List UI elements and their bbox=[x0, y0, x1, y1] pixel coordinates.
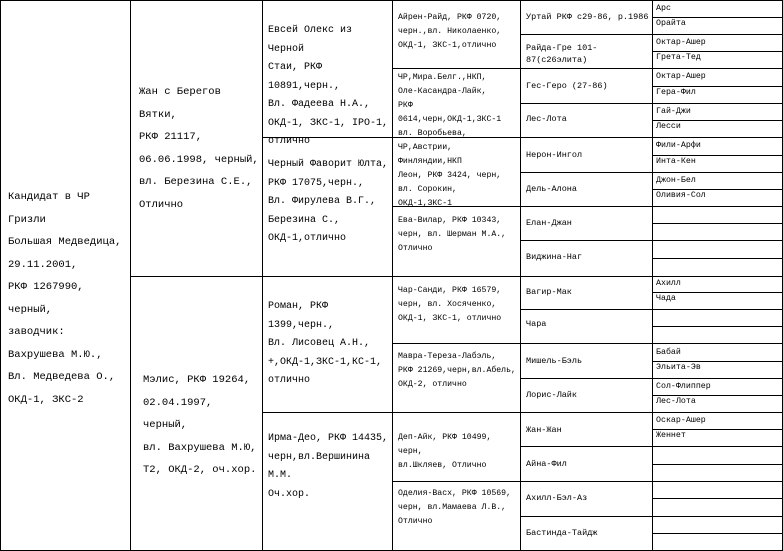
gen4-entry-6: Дель-Алона bbox=[526, 184, 578, 194]
gen4-entry-14: Айна-Фил bbox=[526, 459, 567, 469]
gen4-entry-3: Гес-Геро (27-86) bbox=[526, 81, 608, 91]
gen5-entry-6: Гера-Фил bbox=[656, 88, 696, 97]
sire-entry: Жан с Берегов Вятки, РКФ 21117, 06.06.1998, черный, вл. Березина С.Е., Отлично bbox=[139, 86, 259, 211]
great-grandparent-1-entry: Айрен-Райд, РКФ 0720, черн.,вл. Николаенко, ОКД-1, ЗКС-1,отлично bbox=[398, 13, 502, 50]
gen5-entry-10: Инта-Кен bbox=[656, 157, 696, 166]
gen4-entry-5: Нерон-Ингол bbox=[526, 150, 583, 160]
great-grandparent-2-entry: ЧР,Мира.Белг.,НКП, Оле-Касандра-Лайк, РКФ 0614,черн,ОКД-1,ЗКС-1 вл. Воробьева, bbox=[398, 73, 502, 138]
gen5-entry-23: Сол-Флиппер bbox=[656, 382, 711, 391]
great-grandparent-3-entry: ЧР,Австрии, Финляндии,НКП Леон, РКФ 3424, черн, вл. Сорокин, ОКД-1,ЗКС-1 bbox=[398, 143, 502, 208]
gen5-entry-12: Оливия-Сол bbox=[656, 191, 706, 200]
candidate-entry: Кандидат в ЧР Гризли Большая Медведица, 29.11.2001, РКФ 1267990, черный, заводчик: Вахрушева М.Ю., Вл. Медведева О., ОКД-1, ЗКС-2 bbox=[8, 191, 122, 406]
grandparent-2-entry: Черный Фаворит Юлта, РКФ 17075,черн., Вл. Фирулева В.Г., Березина С., ОКД-1,отлично bbox=[268, 159, 389, 244]
gen5-entry-11: Джон-Бел bbox=[656, 176, 696, 185]
gen4-entry-11: Мишель-Бэль bbox=[526, 356, 583, 366]
gen5-entry-3: Октар-Ашер bbox=[656, 38, 706, 47]
gen4-entry-12: Лорис-Лайк bbox=[526, 390, 578, 400]
gen5-entry-9: Фили-Арфи bbox=[656, 141, 701, 150]
gen4-entry-4: Лес-Лота bbox=[526, 114, 567, 124]
gen4-entry-9: Вагир-Мак bbox=[526, 287, 572, 297]
gen5-entry-25: Оскар-Ашер bbox=[656, 416, 706, 425]
gen4-entry-8: Виджина-Наг bbox=[526, 252, 583, 262]
gen4-entry-16: Бастинда-Тайдж bbox=[526, 528, 598, 538]
gen4-entry-2: Райда-Гре 101-87(с26элита) bbox=[526, 43, 598, 65]
gen5-entry-26: Женнет bbox=[656, 431, 686, 440]
gen5-entry-5: Октар-Ашер bbox=[656, 72, 706, 81]
great-grandparent-8-entry: Оделия-Васх, РКФ 10569, черн, вл.Мамаева Л.В., Отлично bbox=[398, 489, 512, 526]
gen4-entry-10: Чара bbox=[526, 319, 547, 329]
great-grandparent-7-entry: Деп-Айк, РКФ 10499, черн, вл.Шкляев, Отлично bbox=[398, 433, 492, 470]
great-grandparent-4-entry: Ева-Вилар, РКФ 10343, черн, вл. Шерман М.А., Отлично bbox=[398, 216, 507, 253]
dam-entry: Мэлис, РКФ 19264, 02.04.1997, черный, вл. Вахрушева М.Ю, Т2, ОКД-2, оч.хор. bbox=[143, 374, 257, 476]
gen5-entry-2: Орайта bbox=[656, 19, 686, 28]
gen5-entry-24: Лес-Лота bbox=[656, 397, 696, 406]
great-grandparent-5-entry: Чар-Санди, РКФ 16579, черн, вл. Хосяченко, ОКД-1, ЗКС-1, отлично bbox=[398, 286, 502, 323]
gen5-entry-18: Чада bbox=[656, 294, 676, 303]
gen4-entry-7: Елан-Джан bbox=[526, 218, 572, 228]
gen4-entry-13: Жан-Жан bbox=[526, 425, 562, 435]
gen5-entry-7: Гай-Джи bbox=[656, 107, 691, 116]
gen5-entry-8: Лесси bbox=[656, 122, 681, 131]
gen4-entry-15: Ахилл-Бэл-Аз bbox=[526, 493, 588, 503]
grandparent-1-entry: Евсей Олекс из Черной Стаи, РКФ 10891,черн., Вл. Фадеева Н.А., ОКД-1, ЗКС-1, IPO-1, отлично bbox=[268, 25, 389, 147]
grandparent-3-entry: Роман, РКФ 1399,черн., Вл. Лисовец А.Н., +,ОКД-1,ЗКС-1,КС-1, отлично bbox=[268, 301, 383, 386]
gen5-entry-4: Грета-Тед bbox=[656, 53, 701, 62]
gen4-entry-1: Уртай РКФ с29-86, р.1986 bbox=[526, 12, 649, 22]
gen5-entry-22: Эльита-Эв bbox=[656, 363, 701, 372]
gen5-entry-1: Арс bbox=[656, 4, 671, 13]
gen5-entry-17: Ахилл bbox=[656, 279, 681, 288]
great-grandparent-6-entry: Маврa-Тереза-Лабэль, РКФ 21269,черн,вл.Абель, ОКД-2, отлично bbox=[398, 352, 516, 389]
gen5-entry-21: Бабай bbox=[656, 348, 681, 357]
grandparent-4-entry: Ирма-Део, РКФ 14435, черн,вл.Вершинина М.М. Оч.хор. bbox=[268, 433, 389, 500]
